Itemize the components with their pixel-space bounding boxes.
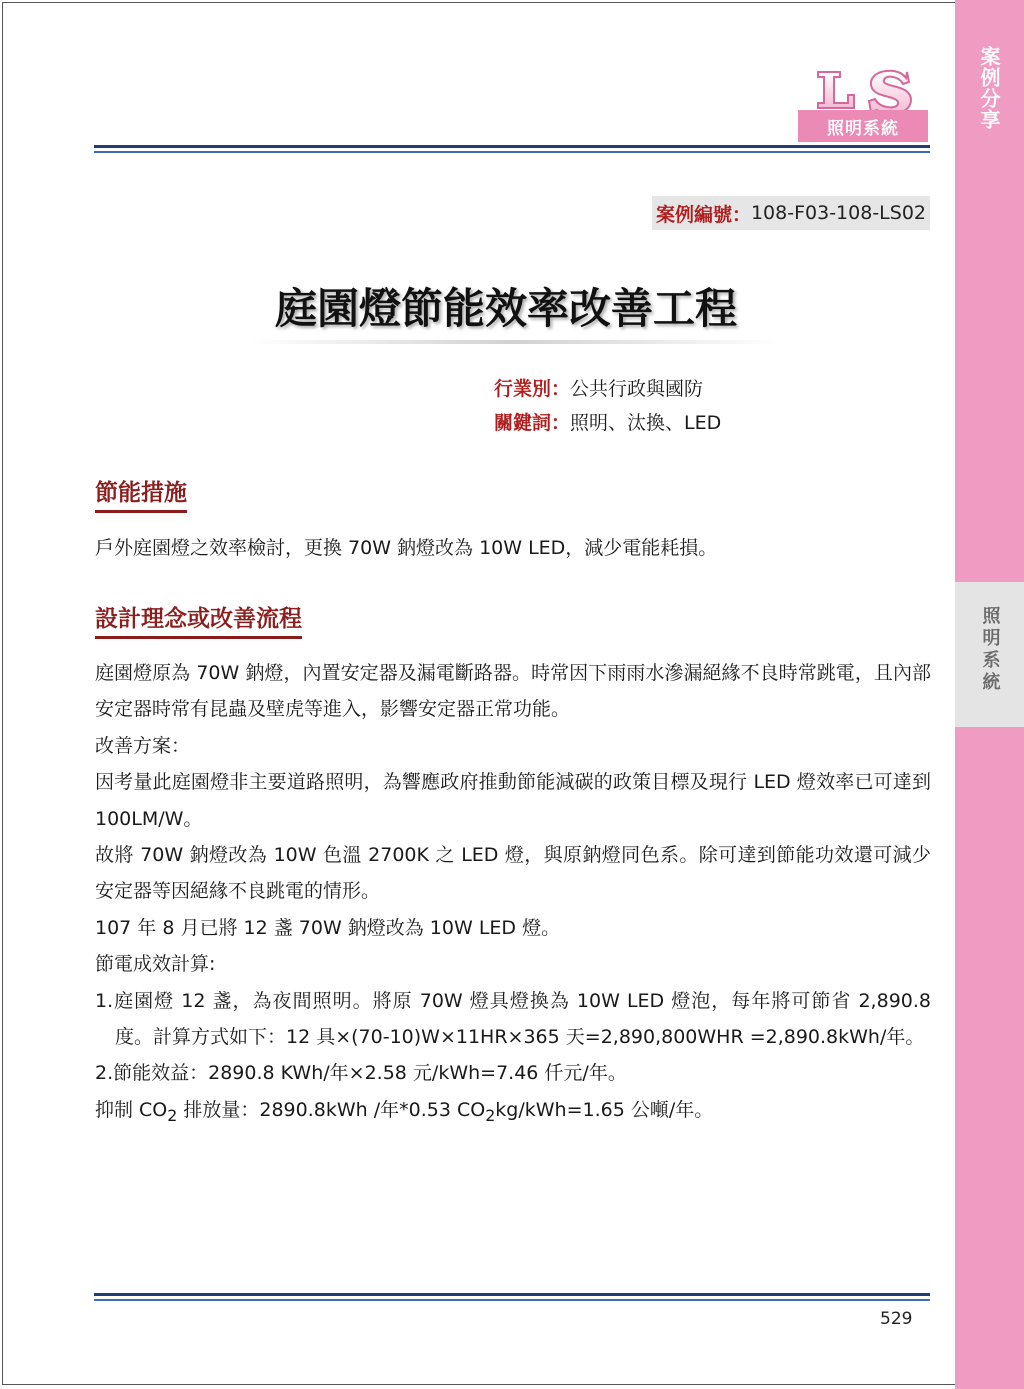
keywords-value: 照明、汰換、LED	[570, 412, 722, 434]
industry-row	[494, 372, 721, 406]
case-number-value: 108-F03-108-LS02	[750, 202, 926, 224]
meta-info	[494, 372, 721, 440]
keywords-label: 關鍵詞：	[494, 412, 571, 434]
paragraph: 107 年 8 月已將 12 盞 70W 鈉燈改為 10W LED 燈。	[95, 916, 561, 939]
logo-label: 照明系統	[798, 110, 928, 142]
section-heading-measures: 節能措施	[95, 474, 187, 513]
paragraph: 改善方案：	[95, 734, 191, 757]
section-body-design	[95, 655, 931, 1134]
industry-label: 行業別：	[494, 378, 571, 400]
list-item: 1.庭園燈 12 盞，為夜間照明。將原 70W 燈具燈換為 10W LED 燈泡，每年將可節省 2,890.8 度。計算方式如下：12 具×(70-10)W×11HR×365 天=2,890,800WHR =2,890.8kWh/年。	[95, 989, 931, 1049]
side-tab-lighting-system-label: 照明系統	[979, 606, 1001, 694]
co2-subscript: 2	[485, 1105, 496, 1125]
paragraph: 節電成效計算:	[95, 953, 216, 976]
co2-middle: 排放量：2890.8kWh /年*0.53 CO	[177, 1098, 486, 1121]
case-number-label: 案例編號：	[655, 203, 751, 226]
co2-line	[95, 1092, 931, 1134]
paragraph: 故將 70W 鈉燈改為 10W 色溫 2700K 之 LED 燈，與原鈉燈同色系。除可達到節能功效還可減少安定器等因絕緣不良跳電的情形。	[95, 844, 931, 903]
side-tab-lighting-system[interactable]	[955, 582, 1024, 727]
keywords-row	[494, 406, 721, 440]
paragraph: 庭園燈原為 70W 鈉燈，內置安定器及漏電斷路器。時常因下雨雨水滲漏絕緣不良時常跳電，且內部安定器時常有昆蟲及壁虎等進入，影響安定器正常功能。	[95, 662, 931, 721]
footer-rule	[94, 1293, 930, 1302]
page-title: 庭園燈節能效率改善工程	[274, 284, 737, 333]
case-number	[652, 196, 930, 230]
co2-prefix: 抑制 CO	[95, 1098, 168, 1121]
paragraph: 因考量此庭園燈非主要道路照明，為響應政府推動節能減碳的政策目標及現行 LED 燈效率已可達到 100LM/W。	[95, 771, 931, 830]
side-tab-case-sharing-label: 案例分享	[977, 46, 1001, 130]
section-text-measures: 戶外庭園燈之效率檢討，更換 70W 鈉燈改為 10W LED，減少電能耗損。	[95, 537, 718, 559]
header-rule	[94, 145, 930, 154]
section-heading-design: 設計理念或改善流程	[95, 600, 302, 639]
page-number: 529	[880, 1309, 913, 1329]
title-shadow-line	[250, 340, 780, 344]
industry-value: 公共行政與國防	[570, 378, 704, 400]
ls-logo-icon	[812, 66, 916, 114]
side-tab-case-sharing[interactable]	[955, 0, 1024, 200]
co2-suffix: kg/kWh=1.65 公噸/年。	[495, 1098, 714, 1121]
co2-subscript: 2	[167, 1105, 178, 1125]
side-tab-strip	[955, 0, 1024, 1389]
list-item: 2.節能效益：2890.8 KWh/年×2.58 元/kWh=7.46 仟元/年。	[95, 1062, 627, 1085]
